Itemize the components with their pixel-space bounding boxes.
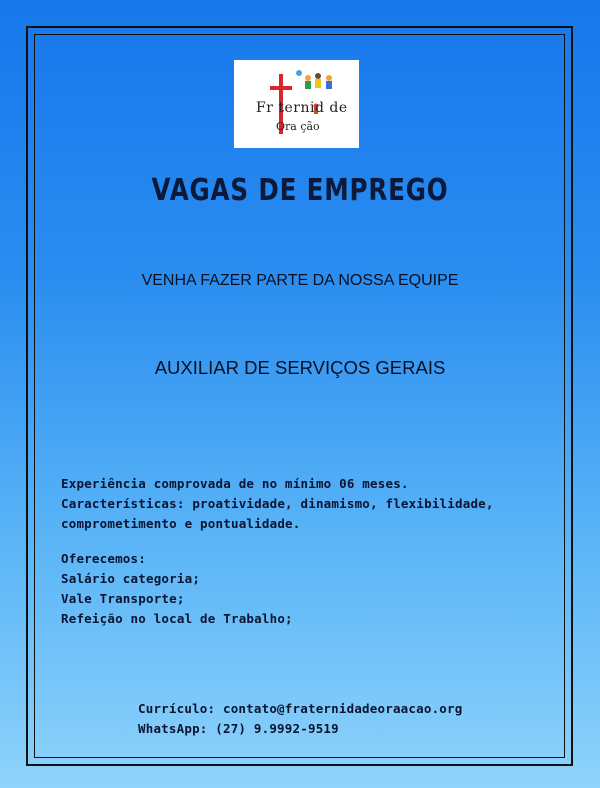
offer-item: Salário categoria; bbox=[61, 571, 201, 586]
characteristics-line-2: comprometimento e pontualidade. bbox=[61, 516, 301, 531]
whatsapp-number: WhatsApp: (27) 9.9992-9519 bbox=[138, 721, 339, 736]
offer-item: Vale Transporte; bbox=[61, 591, 185, 606]
logo-line-1: Fr ternid de bbox=[256, 100, 348, 116]
curriculum-email: Currículo: contato@fraternidadeoraacao.org bbox=[138, 701, 463, 716]
cross-horizontal bbox=[270, 86, 292, 90]
offer-heading: Oferecemos: bbox=[61, 551, 146, 566]
subtitle: VENHA FAZER PARTE DA NOSSA EQUIPE bbox=[141, 272, 459, 289]
logo-line-2: Ora ção bbox=[276, 120, 320, 133]
job-details bbox=[61, 474, 541, 629]
flower-icon bbox=[296, 70, 302, 76]
job-position: AUXILIAR DE SERVIÇOS GERAIS bbox=[154, 357, 446, 378]
fraternidade-logo bbox=[234, 60, 359, 148]
experience-line: Experiência comprovada de no mínimo 06 meses. bbox=[61, 476, 409, 491]
page-title: VAGAS DE EMPREGO bbox=[151, 173, 449, 208]
characteristics-line-1: Características: proatividade, dinamismo, flexibilidade, bbox=[61, 496, 494, 511]
children-icon bbox=[305, 73, 332, 89]
offer-item: Refeição no local de Trabalho; bbox=[61, 611, 293, 626]
contact-info bbox=[138, 699, 538, 739]
spacer bbox=[61, 534, 541, 549]
